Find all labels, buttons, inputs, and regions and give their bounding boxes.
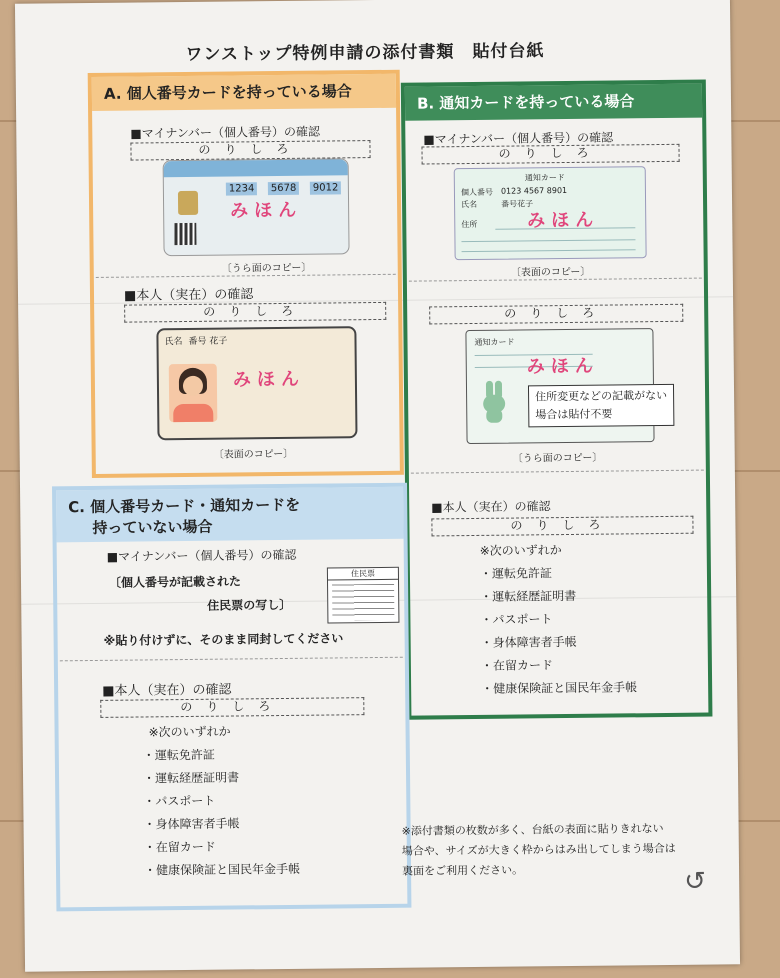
section-c-header bbox=[56, 487, 404, 543]
card-number-3: 9012 bbox=[310, 181, 342, 194]
card-line bbox=[462, 249, 636, 252]
front-name: 番号 花子 bbox=[188, 336, 228, 347]
ic-chip-icon bbox=[178, 191, 198, 215]
qr-code-icon bbox=[174, 223, 196, 245]
section-a-identity-norishiro: のりしろ bbox=[124, 302, 386, 323]
notification-card-title: 通知カード bbox=[524, 173, 565, 183]
list-item: ・パスポート bbox=[480, 612, 553, 627]
section-b bbox=[401, 80, 713, 720]
section-b-back-norishiro: のりしろ bbox=[429, 304, 683, 325]
section-b-front-caption: 〔表面のコピー〕 bbox=[510, 266, 591, 279]
list-item: ・身体障害者手帳 bbox=[480, 634, 577, 650]
dashed-divider bbox=[409, 278, 702, 282]
section-a-norishiro: のりしろ bbox=[130, 140, 370, 161]
address-change-callout bbox=[528, 384, 674, 428]
footnote-line-2: 場合や、サイズが大きく枠からはみ出してしまう場合は bbox=[401, 841, 676, 858]
juminhyo-line-1: 〔個人番号が記載された bbox=[108, 574, 242, 590]
section-b-id-list bbox=[480, 538, 638, 701]
mynumber-card-front bbox=[156, 326, 357, 440]
card-number-1: 1234 bbox=[226, 182, 258, 195]
list-item: ・健康保険証と国民年金手帳 bbox=[481, 680, 638, 696]
section-c bbox=[52, 483, 411, 912]
notification-number-label: 個人番号 bbox=[460, 187, 493, 198]
juminhyo-document-icon bbox=[327, 567, 400, 624]
no-paste-note: ※貼り付けずに、そのまま同封してください bbox=[103, 631, 344, 648]
section-a-identity-label: ■本人（実在）の確認 bbox=[123, 287, 254, 304]
callout-line-2: 場合は貼付不要 bbox=[535, 407, 613, 422]
list-item: ・運転経歴証明書 bbox=[480, 588, 577, 604]
card-band bbox=[164, 159, 348, 177]
callout-line-1: 住所変更などの記載がない bbox=[535, 388, 668, 404]
footnote-line-1: ※添付書類の枚数が多く、台紙の表面に貼りきれない bbox=[401, 822, 664, 838]
mynumber-card-back bbox=[163, 158, 350, 256]
turn-over-arrow-icon: ↺ bbox=[684, 866, 707, 897]
section-b-header: B. 通知カードを持っている場合 bbox=[405, 84, 702, 121]
back-card-title: 通知カード bbox=[474, 337, 515, 347]
section-b-back-caption: 〔うら面のコピー〕 bbox=[512, 452, 603, 465]
section-c-identity-label: ■本人（実在）の確認 bbox=[102, 682, 232, 699]
section-a-back-caption: 〔うら面のコピー〕 bbox=[221, 262, 312, 275]
section-c-header-line-2: 持っていない場合 bbox=[92, 517, 213, 537]
application-mount-sheet bbox=[15, 0, 740, 972]
sample-stamp: みほん bbox=[527, 209, 600, 232]
juminhyo-line-2: 住民票の写し〕 bbox=[207, 597, 292, 613]
list-item: ・パスポート bbox=[143, 793, 216, 809]
sample-stamp: みほん bbox=[230, 199, 303, 222]
notification-card-front bbox=[454, 166, 647, 260]
section-a bbox=[88, 70, 404, 478]
front-name-label: 氏名 bbox=[164, 337, 183, 348]
mascot-bunny-icon bbox=[481, 381, 507, 423]
notification-address-label: 住所 bbox=[461, 219, 478, 230]
notification-name-label: 氏名 bbox=[461, 199, 478, 210]
section-c-id-list bbox=[142, 720, 300, 883]
section-a-mynumber-label: ■マイナンバー（個人番号）の確認 bbox=[130, 124, 321, 141]
section-c-header-line-1: C. 個人番号カード・通知カードを bbox=[68, 495, 301, 517]
list-intro: ※次のいずれか bbox=[479, 543, 562, 558]
section-a-header: A. 個人番号カードを持っている場合 bbox=[92, 74, 396, 111]
sample-stamp: みほん bbox=[526, 355, 599, 378]
dashed-divider bbox=[60, 657, 403, 662]
list-intro: ※次のいずれか bbox=[148, 724, 231, 740]
notification-number: 0123 4567 8901 bbox=[500, 185, 568, 196]
card-line bbox=[461, 239, 635, 242]
list-item: ・運転免許証 bbox=[142, 747, 215, 763]
list-item: ・運転経歴証明書 bbox=[142, 770, 240, 786]
dashed-divider bbox=[411, 470, 704, 474]
list-item: ・健康保険証と国民年金手帳 bbox=[143, 861, 301, 878]
list-item: ・身体障害者手帳 bbox=[143, 816, 240, 832]
section-b-mynumber-label: ■マイナンバー（個人番号）の確認 bbox=[423, 130, 614, 147]
footnote-line-3: 裏面をご利用ください。 bbox=[401, 863, 524, 878]
section-c-identity-norishiro: のりしろ bbox=[100, 697, 364, 718]
dashed-divider bbox=[96, 274, 396, 278]
list-item: ・在留カード bbox=[480, 658, 553, 673]
section-b-identity-label: ■本人（実在）の確認 bbox=[431, 499, 551, 515]
sample-stamp: みほん bbox=[232, 368, 306, 391]
card-number-2: 5678 bbox=[268, 182, 300, 195]
juminhyo-doc-title: 住民票 bbox=[328, 568, 398, 581]
notification-name: 番号花子 bbox=[501, 199, 534, 209]
list-item: ・在留カード bbox=[143, 839, 216, 855]
section-a-front-caption: 〔表面のコピー〕 bbox=[213, 448, 294, 461]
section-b-identity-norishiro: のりしろ bbox=[431, 516, 693, 537]
page-title: ワンストップ特例申請の添付書類 貼付台紙 bbox=[185, 41, 545, 65]
section-b-norishiro: のりしろ bbox=[421, 144, 679, 165]
section-c-mynumber-label: ■マイナンバー（個人番号）の確認 bbox=[106, 547, 297, 564]
list-item: ・運転免許証 bbox=[479, 566, 553, 581]
footnote bbox=[402, 819, 677, 882]
portrait-photo bbox=[169, 364, 218, 422]
